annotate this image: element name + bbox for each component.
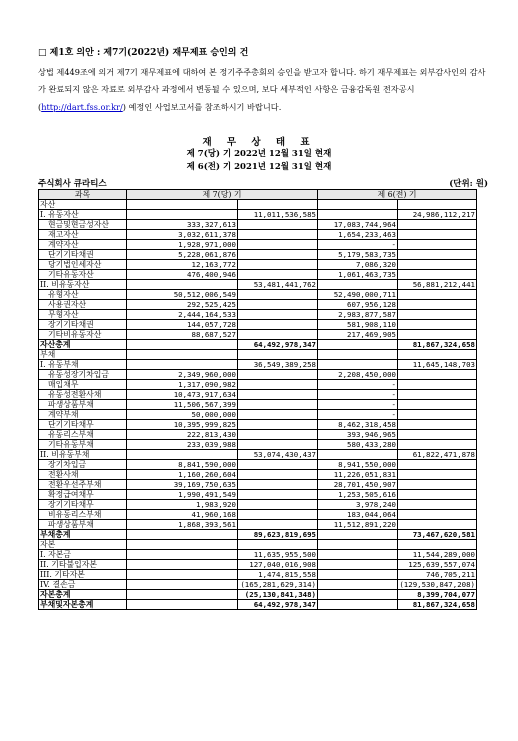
prior-subtotal: (129,530,847,208) [399, 580, 475, 589]
prior-subtotal [398, 300, 477, 310]
balance-sheet-table [38, 189, 477, 610]
table-row [39, 520, 477, 530]
prior-detail: 11,226,051,831 [318, 470, 398, 480]
current-subtotal [238, 260, 318, 270]
current-detail [127, 580, 238, 590]
table-row [39, 490, 477, 500]
current-detail: 1,160,260,604 [127, 470, 238, 480]
prior-detail: 7,086,320 [318, 260, 398, 270]
prior-subtotal: 56,881,212,441 [398, 280, 477, 290]
prior-detail [318, 580, 398, 590]
prior-detail [318, 530, 398, 540]
table-row [39, 210, 477, 220]
table-row [39, 500, 477, 510]
prior-detail [318, 450, 398, 460]
prior-detail [318, 360, 398, 370]
current-detail: 476,400,946 [127, 270, 238, 280]
prior-subtotal: 24,986,112,217 [398, 210, 477, 220]
description-paragraph [38, 64, 490, 116]
prior-subtotal: 8,399,704,077 [398, 590, 477, 600]
prior-detail [318, 590, 398, 600]
row-label: 비유동리스부채 [39, 510, 127, 520]
prior-detail: 3,978,240 [318, 500, 398, 510]
table-row [39, 330, 477, 340]
company-name: 주식회사 큐라티스 [38, 179, 107, 189]
row-label: 기타비유동자산 [39, 330, 127, 340]
table-row [39, 200, 477, 210]
prior-detail: - [318, 400, 398, 410]
current-detail [127, 530, 238, 540]
prior-detail: 1,061,463,735 [318, 270, 398, 280]
table-row [39, 300, 477, 310]
prior-subtotal [398, 490, 477, 500]
prior-subtotal: 73,467,620,581 [398, 530, 477, 540]
prior-subtotal [398, 240, 477, 250]
row-label: 매입채무 [39, 380, 127, 390]
current-detail: 2,444,164,533 [127, 310, 238, 320]
prior-subtotal [398, 430, 477, 440]
table-row [39, 550, 477, 560]
table-row [39, 290, 477, 300]
current-subtotal [238, 390, 318, 400]
current-detail [127, 590, 238, 600]
table-body [39, 200, 477, 610]
prior-subtotal [398, 400, 477, 410]
table-row [39, 310, 477, 320]
current-detail: 5,228,061,876 [127, 250, 238, 260]
row-label: 계약부채 [39, 410, 127, 420]
prior-detail [318, 210, 398, 220]
table-row [39, 560, 477, 570]
paragraph-text: 상법 제449조에 의거 제7기 재무제표에 대하여 본 정기주주총회의 승인을 받고자 합니다. 하기 재무제표는 외부감사인의 감사가 완료되지 않은 자료로 외부감사 과정에서 변동될 수 있으며, 보다 세부적인 사항은 금융감독원 전자공시( [38, 67, 486, 112]
table-row [39, 470, 477, 480]
prior-subtotal [398, 290, 477, 300]
current-detail: 3,032,611,378 [127, 230, 238, 240]
current-detail: 12,163,772 [127, 260, 238, 270]
header-prior: 제 6(전) 기 [318, 190, 477, 200]
row-label: I. 자본금 [39, 550, 127, 560]
table-row [39, 460, 477, 470]
prior-subtotal [398, 500, 477, 510]
current-detail [127, 550, 238, 560]
row-label: III. 기타자본 [39, 570, 127, 580]
row-label: 유동성전환사채 [39, 390, 127, 400]
prior-subtotal: 746,705,211 [398, 570, 477, 580]
prior-subtotal [398, 200, 477, 210]
prior-detail: 8,462,318,458 [318, 420, 398, 430]
table-row [39, 340, 477, 350]
current-detail: 50,000,000 [127, 410, 238, 420]
prior-subtotal [398, 230, 477, 240]
current-subtotal: 127,040,016,908 [238, 560, 318, 570]
row-label: 자본총계 [39, 590, 127, 600]
statement-title: 재 무 상 태 표 [202, 137, 316, 148]
row-label: 장기기타채권 [39, 320, 127, 330]
prior-detail: 5,179,583,735 [318, 250, 398, 260]
current-detail: 50,512,006,549 [127, 290, 238, 300]
current-detail [127, 350, 238, 360]
unit-label: (단위: 원) [449, 179, 488, 189]
prior-subtotal: 11,544,289,000 [398, 550, 477, 560]
prior-detail [318, 600, 398, 610]
table-row [39, 230, 477, 240]
table-row [39, 420, 477, 430]
prior-detail [318, 200, 398, 210]
current-subtotal: (165,281,629,314) [238, 580, 318, 590]
prior-subtotal [398, 310, 477, 320]
prior-detail [318, 280, 398, 290]
table-row [39, 540, 477, 550]
table-row [39, 390, 477, 400]
table-row [39, 480, 477, 490]
prior-detail [318, 570, 398, 580]
prior-detail: 2,208,450,000 [318, 370, 398, 380]
current-subtotal [238, 490, 318, 500]
prior-subtotal [398, 270, 477, 280]
current-subtotal [238, 200, 318, 210]
current-subtotal [238, 320, 318, 330]
current-detail: 292,525,425 [127, 300, 238, 310]
current-subtotal [238, 270, 318, 280]
current-detail: 8,841,590,000 [127, 460, 238, 470]
prior-subtotal [398, 440, 477, 450]
prior-detail: 217,469,905 [318, 330, 398, 340]
prior-subtotal [398, 410, 477, 420]
current-subtotal [238, 400, 318, 410]
table-row [39, 250, 477, 260]
current-subtotal [238, 440, 318, 450]
prior-detail [318, 340, 398, 350]
row-label: 확정급여채무 [39, 490, 127, 500]
prior-subtotal: 125,639,557,074 [398, 560, 477, 570]
prior-subtotal [398, 460, 477, 470]
row-label: 재고자산 [39, 230, 127, 240]
current-subtotal [238, 290, 318, 300]
row-label: 단기기타채무 [39, 420, 127, 430]
row-label: I. 유동부채 [39, 360, 127, 370]
current-subtotal [238, 460, 318, 470]
current-subtotal: 36,549,389,258 [238, 360, 318, 370]
table-row [39, 590, 477, 600]
current-subtotal: 1,474,815,558 [238, 570, 318, 580]
row-label: 파생상품부채 [39, 400, 127, 410]
prior-subtotal [398, 470, 477, 480]
prior-detail: 393,946,965 [318, 430, 398, 440]
table-row [39, 360, 477, 370]
prior-detail [318, 350, 398, 360]
prior-detail: 183,044,064 [318, 510, 398, 520]
current-detail: 1,983,920 [127, 500, 238, 510]
table-row [39, 320, 477, 330]
current-subtotal [238, 470, 318, 480]
prior-detail [318, 540, 398, 550]
prior-detail: 52,490,000,711 [318, 290, 398, 300]
prior-detail: 11,512,891,220 [318, 520, 398, 530]
table-row [39, 280, 477, 290]
paragraph-text-end: ) 예정인 사업보고서를 참조하시기 바랍니다. [122, 101, 282, 112]
prior-detail: 1,654,233,463 [318, 230, 398, 240]
row-label: I. 유동자산 [39, 210, 127, 220]
table-row [39, 410, 477, 420]
table-row [39, 240, 477, 250]
current-detail: 39,169,750,635 [127, 480, 238, 490]
period-current: 제 7(당) 기 2022년 12월 31일 현재 [186, 149, 332, 159]
row-label: 부채및자본총계 [39, 600, 127, 610]
current-detail [127, 280, 238, 290]
current-subtotal: 89,623,819,695 [238, 530, 318, 540]
current-detail: 1,868,393,561 [127, 520, 238, 530]
current-subtotal [238, 520, 318, 530]
row-label: 자산총계 [39, 340, 127, 350]
current-detail: 233,039,988 [127, 440, 238, 450]
prior-subtotal [398, 250, 477, 260]
current-subtotal: 53,481,441,762 [238, 280, 318, 290]
current-detail [127, 540, 238, 550]
current-subtotal [238, 250, 318, 260]
current-detail: 144,057,728 [127, 320, 238, 330]
table-row [39, 220, 477, 230]
current-detail: 1,990,491,549 [127, 490, 238, 500]
current-detail [127, 210, 238, 220]
row-label: 부채총계 [39, 530, 127, 540]
prior-subtotal [398, 420, 477, 430]
prior-subtotal [398, 390, 477, 400]
current-subtotal [238, 370, 318, 380]
period-prior: 제 6(전) 기 2021년 12월 31일 현재 [186, 162, 332, 172]
table-row [39, 400, 477, 410]
row-label: 사용권자산 [39, 300, 127, 310]
prior-subtotal [398, 480, 477, 490]
prior-subtotal [398, 320, 477, 330]
row-label: 전환사채 [39, 470, 127, 480]
row-label: 장기차입금 [39, 460, 127, 470]
row-label: 기타유동부채 [39, 440, 127, 450]
current-subtotal [238, 420, 318, 430]
current-detail [127, 560, 238, 570]
current-subtotal [238, 330, 318, 340]
dart-link[interactable]: http://dart.fss.or.kr/ [41, 101, 123, 112]
prior-detail: - [318, 240, 398, 250]
table-row [39, 260, 477, 270]
current-detail [127, 200, 238, 210]
current-detail: 2,349,960,000 [127, 370, 238, 380]
row-label: 기타유동자산 [39, 270, 127, 280]
prior-subtotal [398, 350, 477, 360]
current-subtotal [238, 380, 318, 390]
current-subtotal [238, 310, 318, 320]
table-header-row [39, 190, 477, 200]
current-subtotal [238, 220, 318, 230]
row-label: 당기법인세자산 [39, 260, 127, 270]
table-row [39, 430, 477, 440]
row-label: 장기기타채무 [39, 500, 127, 510]
prior-detail: 28,701,450,907 [318, 480, 398, 490]
current-detail: 333,327,613 [127, 220, 238, 230]
prior-subtotal [398, 260, 477, 270]
prior-detail: 1,253,505,616 [318, 490, 398, 500]
prior-detail: 580,433,280 [318, 440, 398, 450]
current-detail: 1,317,090,982 [127, 380, 238, 390]
current-subtotal [238, 300, 318, 310]
current-detail: 10,395,999,825 [127, 420, 238, 430]
prior-subtotal: 81,867,324,658 [398, 600, 477, 610]
table-row [39, 350, 477, 360]
current-subtotal [238, 500, 318, 510]
current-subtotal: 64,492,978,347 [238, 340, 318, 350]
table-row [39, 380, 477, 390]
current-detail [127, 570, 238, 580]
current-detail [127, 450, 238, 460]
row-label: II. 비유동자산 [39, 280, 127, 290]
table-row [39, 440, 477, 450]
current-detail: 222,813,430 [127, 430, 238, 440]
current-detail [127, 360, 238, 370]
prior-detail: 8,941,550,000 [318, 460, 398, 470]
row-label: 전환우선주부채 [39, 480, 127, 490]
agenda-title: □ 제1호 의안 : 제7기(2022년) 재무제표 승인의 건 [38, 48, 249, 58]
prior-subtotal [398, 540, 477, 550]
row-label: 계약자산 [39, 240, 127, 250]
table-row [39, 600, 477, 610]
current-detail: 88,687,527 [127, 330, 238, 340]
row-label: 유형자산 [39, 290, 127, 300]
table-row [39, 570, 477, 580]
prior-subtotal: 81,867,324,658 [398, 340, 477, 350]
row-label: 부채 [39, 350, 127, 360]
current-subtotal [238, 510, 318, 520]
current-subtotal [238, 430, 318, 440]
table-row [39, 270, 477, 280]
current-subtotal: 53,074,430,437 [238, 450, 318, 460]
current-detail [127, 600, 238, 610]
header-item: 과목 [39, 190, 127, 200]
prior-detail [318, 550, 398, 560]
prior-subtotal [398, 330, 477, 340]
row-label: 자산 [39, 200, 127, 210]
prior-subtotal [398, 510, 477, 520]
row-label: 무형자산 [39, 310, 127, 320]
current-subtotal [238, 230, 318, 240]
row-label: II. 비유동부채 [39, 450, 127, 460]
prior-subtotal [398, 520, 477, 530]
row-label: 유동성장기차입금 [39, 370, 127, 380]
current-subtotal: 11,635,955,500 [238, 550, 318, 560]
row-label: 단기기타채권 [39, 250, 127, 260]
current-subtotal: (25,130,841,348) [238, 590, 318, 600]
current-detail: 11,506,567,399 [127, 400, 238, 410]
current-detail: 41,960,168 [127, 510, 238, 520]
table-row [39, 510, 477, 520]
row-label: 자본 [39, 540, 127, 550]
table-row [39, 370, 477, 380]
header-current: 제 7(당) 기 [127, 190, 318, 200]
table-row [39, 530, 477, 540]
prior-detail: 17,083,744,964 [318, 220, 398, 230]
row-label: 유동리스부채 [39, 430, 127, 440]
row-label: 파생상품부채 [39, 520, 127, 530]
prior-subtotal: 61,822,471,878 [398, 450, 477, 460]
prior-subtotal [398, 370, 477, 380]
prior-detail: 2,983,877,587 [318, 310, 398, 320]
prior-subtotal [398, 220, 477, 230]
current-subtotal [238, 540, 318, 550]
current-subtotal [238, 240, 318, 250]
current-subtotal [238, 410, 318, 420]
current-detail: 10,473,917,634 [127, 390, 238, 400]
current-subtotal: 64,492,978,347 [238, 600, 318, 610]
prior-detail: - [318, 410, 398, 420]
prior-detail: - [318, 390, 398, 400]
prior-detail: 607,956,128 [318, 300, 398, 310]
current-detail: 1,928,971,000 [127, 240, 238, 250]
prior-subtotal [398, 380, 477, 390]
prior-detail [318, 560, 398, 570]
prior-detail: 581,908,110 [318, 320, 398, 330]
prior-detail: - [318, 380, 398, 390]
row-label: IV. 결손금 [39, 580, 127, 590]
current-subtotal [238, 350, 318, 360]
table-row [39, 450, 477, 460]
current-detail [127, 340, 238, 350]
current-subtotal: 11,011,536,585 [238, 210, 318, 220]
table-row [39, 580, 477, 590]
current-subtotal [238, 480, 318, 490]
row-label: 현금및현금성자산 [39, 220, 127, 230]
row-label: II. 기타불입자본 [39, 560, 127, 570]
prior-subtotal: 11,645,148,703 [398, 360, 477, 370]
